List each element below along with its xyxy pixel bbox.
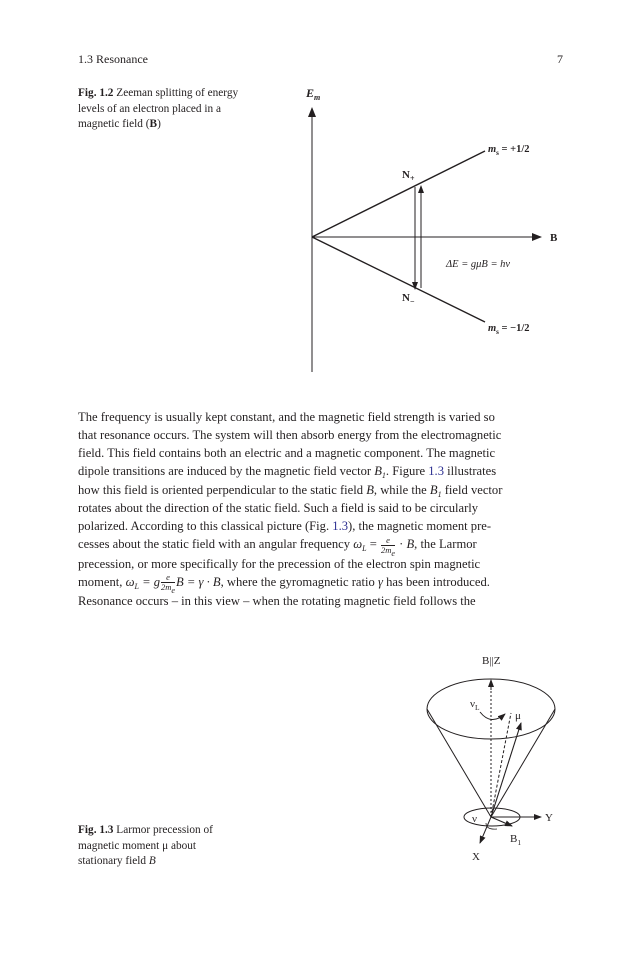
b1-label: $B_1$ bbox=[510, 833, 522, 847]
figure-link-1-3[interactable]: 1.3 bbox=[428, 464, 444, 479]
text-line-1: The frequency is usually kept constant, and the magnetic field strength is varied so bbox=[78, 410, 495, 424]
fig-1-2-caption-bold: B bbox=[149, 118, 158, 131]
cone-edge-left bbox=[427, 709, 491, 817]
fraction: $\frac{e}{2m_e}$ bbox=[380, 534, 395, 558]
bz-label: B||Z bbox=[482, 655, 501, 667]
fig-1-3-caption-text: Larmor precession of magnetic moment μ about stationary field bbox=[78, 824, 213, 868]
larmor-frequency-label: $\nu_L$ bbox=[470, 698, 480, 712]
body-paragraph bbox=[78, 408, 560, 611]
text-line-2: that resonance occurs. The system will then absorb energy from the electromagnetic bbox=[78, 428, 502, 443]
fig-1-2-caption-close: ) bbox=[157, 118, 161, 131]
text-line bbox=[78, 499, 560, 517]
energy-axis-label: $E_m$ bbox=[306, 86, 321, 102]
precession-arrow bbox=[480, 712, 505, 720]
text-line-5: how this field is oriented perpendicular to the static field B, while the $B_1$ field vector bbox=[78, 482, 503, 499]
running-header-section: 1.3 Resonance bbox=[78, 52, 148, 66]
x-axis-label: X bbox=[472, 851, 480, 863]
text-line-8: cesses about the static field with an angular frequency $\omega_L$ = $\frac{e}{2m_e}$ · B, the Larmor bbox=[78, 534, 477, 558]
lower-level-line bbox=[312, 237, 485, 322]
text-line bbox=[78, 408, 560, 426]
zeeman-diagram bbox=[0, 0, 638, 400]
x-axis bbox=[480, 817, 491, 843]
text-line-11: Resonance occurs – in this view – when the rotating magnetic field follows the bbox=[78, 594, 476, 609]
text-line-7: polarized. According to this classical picture (Fig. 1.3), the magnetic moment pre- bbox=[78, 518, 492, 533]
field-axis-label: B bbox=[550, 232, 558, 244]
text-line bbox=[78, 592, 560, 610]
mu-label: μ bbox=[515, 710, 521, 722]
fig-1-2-caption-text: Zeeman splitting of energy levels of an electron placed in a magnetic field ( bbox=[78, 87, 239, 131]
text-line-9: precession, or more specifically for the precession of the electron spin magnetic bbox=[78, 556, 481, 571]
fig-1-3-caption-italic: B bbox=[148, 855, 156, 868]
text-line-4: dipole transitions are induced by the magnetic field vector $B_1$. Figure 1.3 illustrates bbox=[78, 464, 497, 481]
lower-level-label: $m_s = -1/2$ bbox=[488, 323, 530, 336]
text-line bbox=[78, 462, 560, 480]
text-line-10: moment, $\omega_L = g$ $\frac{e}{2m_e}$ B = γ · B, where the gyromagnetic ratio γ has been introduced. bbox=[78, 572, 490, 596]
b1-vector bbox=[491, 817, 512, 826]
upper-level-label: $m_s = +1/2$ bbox=[488, 144, 530, 157]
fig-1-3-label: Fig. 1.3 bbox=[78, 824, 114, 836]
text-line-3: field. This field contains both an electric and a magnetic component. The magnetic bbox=[78, 446, 496, 461]
text-line bbox=[78, 534, 560, 558]
energy-gap-formula: ΔE = gμB = hν bbox=[446, 259, 511, 270]
fig-1-2-label: Fig. 1.2 bbox=[78, 87, 114, 99]
text-line bbox=[78, 426, 560, 444]
fraction: $\frac{e}{2m_e}$ bbox=[161, 572, 175, 596]
text-line-6: rotates about the direction of the static field. Such a field is said to be circularly bbox=[78, 500, 479, 515]
n-minus-label: $N_-$ bbox=[402, 292, 415, 306]
upper-level-line bbox=[312, 151, 485, 237]
text-line bbox=[78, 555, 560, 573]
figure-link-1-3[interactable]: 1.3 bbox=[332, 518, 349, 533]
n-plus-label: $N_+$ bbox=[402, 169, 415, 183]
text-line bbox=[78, 481, 560, 499]
y-axis-label: Y bbox=[545, 812, 553, 824]
nu-label: ν bbox=[472, 813, 477, 825]
text-line bbox=[78, 572, 560, 596]
text-line bbox=[78, 444, 560, 462]
page-number: 7 bbox=[557, 52, 563, 66]
text-line bbox=[78, 517, 560, 535]
cone-edge-right bbox=[491, 709, 555, 817]
larmor-diagram bbox=[0, 640, 638, 880]
